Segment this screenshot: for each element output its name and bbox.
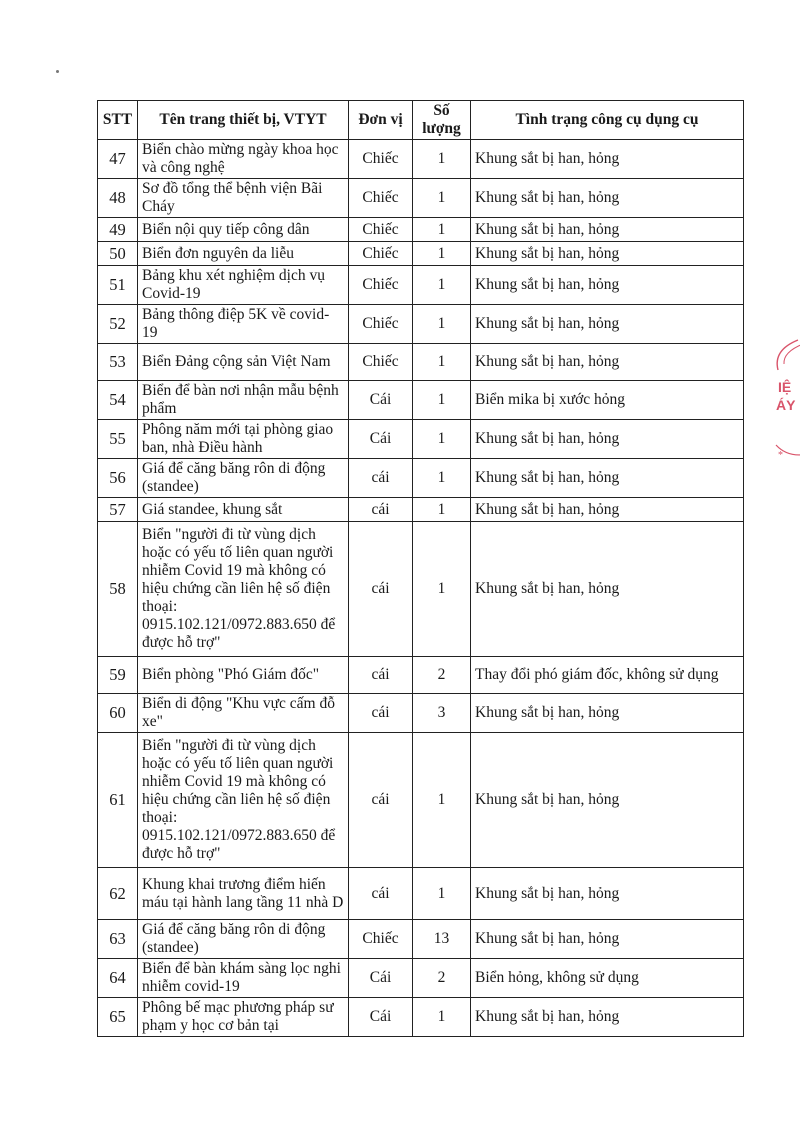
row-unit: cái	[349, 657, 413, 694]
row-quantity: 1	[413, 522, 471, 657]
header-name: Tên trang thiết bị, VTYT	[138, 101, 349, 140]
row-unit: Chiếc	[349, 920, 413, 959]
stamp-text-2: ÁY	[776, 397, 796, 413]
row-item-name: Giá để căng băng rôn di động (standee)	[138, 459, 349, 498]
row-stt: 51	[98, 266, 138, 305]
table-row	[98, 959, 744, 998]
row-unit: cái	[349, 868, 413, 920]
row-unit: Chiếc	[349, 305, 413, 344]
row-stt: 59	[98, 657, 138, 694]
row-quantity: 1	[413, 381, 471, 420]
row-status: Khung sắt bị han, hỏng	[471, 498, 744, 522]
row-status: Khung sắt bị han, hỏng	[471, 344, 744, 381]
row-status: Khung sắt bị han, hỏng	[471, 522, 744, 657]
row-status: Biển mika bị xước hỏng	[471, 381, 744, 420]
row-quantity: 13	[413, 920, 471, 959]
row-stt: 63	[98, 920, 138, 959]
header-status: Tình trạng công cụ dụng cụ	[471, 101, 744, 140]
table-row	[98, 140, 744, 179]
scan-speck	[56, 70, 59, 73]
row-item-name: Phông bế mạc phương pháp sư phạm y học cơ bản tại	[138, 998, 349, 1037]
table-row	[98, 218, 744, 242]
row-unit: Chiếc	[349, 179, 413, 218]
row-quantity: 1	[413, 218, 471, 242]
row-unit: cái	[349, 733, 413, 868]
row-item-name: Phông năm mới tại phòng giao ban, nhà Điều hành	[138, 420, 349, 459]
row-unit: Cái	[349, 381, 413, 420]
row-unit: Chiếc	[349, 266, 413, 305]
row-status: Khung sắt bị han, hỏng	[471, 998, 744, 1037]
svg-text:*: *	[778, 450, 783, 461]
row-stt: 47	[98, 140, 138, 179]
row-quantity: 1	[413, 344, 471, 381]
table-row	[98, 920, 744, 959]
row-quantity: 3	[413, 694, 471, 733]
row-quantity: 1	[413, 242, 471, 266]
table-row	[98, 305, 744, 344]
row-quantity: 1	[413, 266, 471, 305]
row-stt: 49	[98, 218, 138, 242]
row-quantity: 1	[413, 498, 471, 522]
row-stt: 65	[98, 998, 138, 1037]
table-row	[98, 868, 744, 920]
table-row	[98, 657, 744, 694]
row-stt: 52	[98, 305, 138, 344]
row-status: Khung sắt bị han, hỏng	[471, 868, 744, 920]
row-unit: cái	[349, 522, 413, 657]
header-unit: Đơn vị	[349, 101, 413, 140]
row-stt: 56	[98, 459, 138, 498]
row-item-name: Sơ đồ tổng thể bệnh viện Bãi Cháy	[138, 179, 349, 218]
row-status: Khung sắt bị han, hỏng	[471, 179, 744, 218]
row-quantity: 1	[413, 420, 471, 459]
row-unit: Cái	[349, 998, 413, 1037]
stamp-text-1: IỆ	[778, 379, 792, 395]
row-item-name: Biển phòng "Phó Giám đốc"	[138, 657, 349, 694]
table-row	[98, 459, 744, 498]
row-stt: 48	[98, 179, 138, 218]
row-status: Khung sắt bị han, hỏng	[471, 218, 744, 242]
table-row	[98, 242, 744, 266]
red-seal-stamp	[768, 330, 800, 490]
row-item-name: Biển nội quy tiếp công dân	[138, 218, 349, 242]
row-status: Khung sắt bị han, hỏng	[471, 733, 744, 868]
row-item-name: Giá để căng băng rôn di động (standee)	[138, 920, 349, 959]
row-status: Thay đổi phó giám đốc, không sử dụng	[471, 657, 744, 694]
table-row	[98, 498, 744, 522]
row-item-name: Biển Đảng cộng sản Việt Nam	[138, 344, 349, 381]
row-unit: Chiếc	[349, 344, 413, 381]
row-status: Khung sắt bị han, hỏng	[471, 305, 744, 344]
row-item-name: Biển đơn nguyên da liễu	[138, 242, 349, 266]
row-status: Khung sắt bị han, hỏng	[471, 242, 744, 266]
row-status: Khung sắt bị han, hỏng	[471, 266, 744, 305]
row-quantity: 1	[413, 305, 471, 344]
equipment-table	[97, 100, 744, 1037]
row-item-name: Biển để bàn nơi nhận mẫu bệnh phẩm	[138, 381, 349, 420]
row-quantity: 1	[413, 733, 471, 868]
row-quantity: 1	[413, 998, 471, 1037]
row-unit: Cái	[349, 420, 413, 459]
row-status: Biển hỏng, không sử dụng	[471, 959, 744, 998]
table-row	[98, 266, 744, 305]
table-row	[98, 179, 744, 218]
row-quantity: 2	[413, 657, 471, 694]
row-stt: 57	[98, 498, 138, 522]
table-row	[98, 694, 744, 733]
table-header-row	[98, 101, 744, 140]
row-stt: 54	[98, 381, 138, 420]
row-quantity: 1	[413, 459, 471, 498]
table-row	[98, 381, 744, 420]
row-unit: Chiếc	[349, 140, 413, 179]
row-item-name: Bảng thông điệp 5K về covid-19	[138, 305, 349, 344]
row-stt: 62	[98, 868, 138, 920]
row-item-name: Bảng khu xét nghiệm dịch vụ Covid-19	[138, 266, 349, 305]
row-unit: cái	[349, 459, 413, 498]
table-row	[98, 998, 744, 1037]
table-row	[98, 344, 744, 381]
row-quantity: 1	[413, 868, 471, 920]
row-unit: cái	[349, 694, 413, 733]
row-status: Khung sắt bị han, hỏng	[471, 694, 744, 733]
row-quantity: 1	[413, 179, 471, 218]
row-quantity: 1	[413, 140, 471, 179]
header-qty: Số lượng	[413, 101, 471, 140]
row-item-name: Biển "người đi từ vùng dịch hoặc có yếu tố liên quan người nhiễm Covid 19 mà không có hiệu chứng cần liên hệ số điện thoại: 0915.102.121/0972.883.650 để được hỗ trợ"	[138, 522, 349, 657]
row-stt: 55	[98, 420, 138, 459]
row-stt: 60	[98, 694, 138, 733]
row-unit: Chiếc	[349, 218, 413, 242]
row-stt: 53	[98, 344, 138, 381]
header-stt: STT	[98, 101, 138, 140]
row-item-name: Biển để bàn khám sàng lọc nghi nhiễm covid-19	[138, 959, 349, 998]
row-status: Khung sắt bị han, hỏng	[471, 140, 744, 179]
row-stt: 50	[98, 242, 138, 266]
row-stt: 61	[98, 733, 138, 868]
table-row	[98, 733, 744, 868]
row-item-name: Biển di động "Khu vực cấm đỗ xe"	[138, 694, 349, 733]
table-row	[98, 522, 744, 657]
row-stt: 58	[98, 522, 138, 657]
row-item-name: Biển chào mừng ngày khoa học và công nghệ	[138, 140, 349, 179]
row-item-name: Giá standee, khung sắt	[138, 498, 349, 522]
row-quantity: 2	[413, 959, 471, 998]
row-unit: Cái	[349, 959, 413, 998]
row-unit: cái	[349, 498, 413, 522]
table-body	[98, 140, 744, 1037]
row-item-name: Biển "người đi từ vùng dịch hoặc có yếu tố liên quan người nhiễm Covid 19 mà không có hiệu chứng cần liên hệ số điện thoại: 0915.102.121/0972.883.650 để được hỗ trợ"	[138, 733, 349, 868]
row-stt: 64	[98, 959, 138, 998]
row-status: Khung sắt bị han, hỏng	[471, 420, 744, 459]
row-item-name: Khung khai trương điểm hiến máu tại hành lang tầng 11 nhà D	[138, 868, 349, 920]
row-status: Khung sắt bị han, hỏng	[471, 459, 744, 498]
row-status: Khung sắt bị han, hỏng	[471, 920, 744, 959]
row-unit: Chiếc	[349, 242, 413, 266]
table-row	[98, 420, 744, 459]
